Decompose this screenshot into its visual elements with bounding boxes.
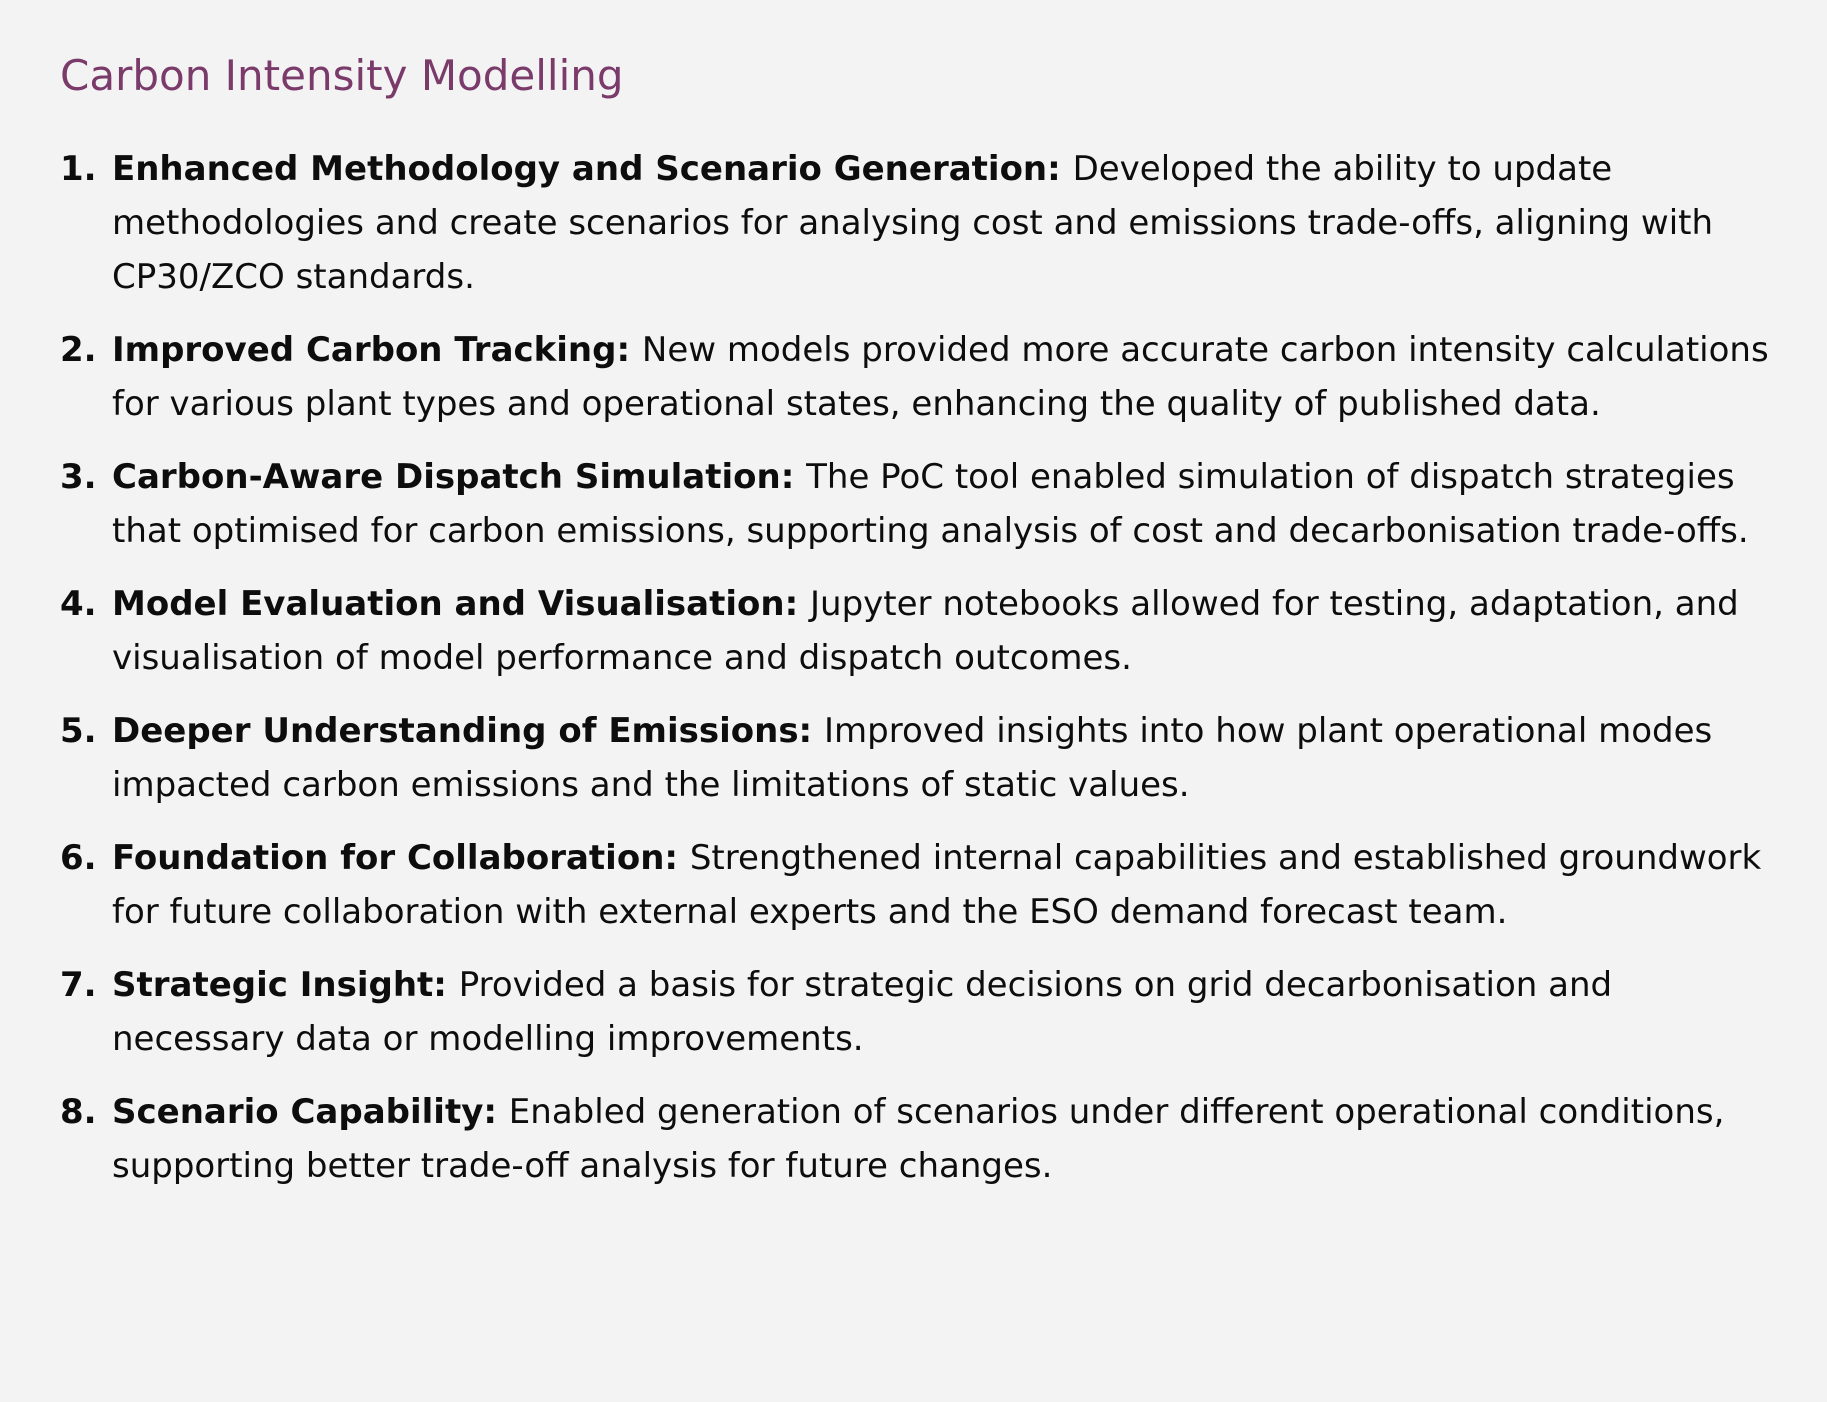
item-heading: Scenario Capability: [112,1092,509,1132]
item-number: 7. [60,965,97,1005]
item-number: 8. [60,1092,97,1132]
list-item [60,323,1770,431]
item-number: 4. [60,584,97,624]
item-heading: Improved Carbon Tracking: [112,330,642,370]
item-heading: Deeper Understanding of Emissions: [112,711,824,751]
list-item [60,450,1770,558]
item-text: Jupyter notebooks allowed for testing, adaptation, and visualisation of model performance and dispatch outcomes. [112,584,1739,678]
item-text: Enabled generation of scenarios under different operational conditions, supporting better trade-off analysis for future changes. [112,1092,1725,1186]
item-number: 2. [60,330,97,370]
item-number: 5. [60,711,97,751]
item-heading: Strategic Insight: [112,965,459,1005]
list-item [60,831,1770,939]
item-text: Provided a basis for strategic decisions on grid decarbonisation and necessary data or modelling improvements. [112,965,1613,1059]
list-item [60,704,1770,812]
item-number: 6. [60,838,97,878]
item-text: The PoC tool enabled simulation of dispatch strategies that optimised for carbon emissions, supporting analysis of cost and decarbonisation trade-offs. [112,457,1749,551]
item-text: Improved insights into how plant operational modes impacted carbon emissions and the limitations of static values. [112,711,1713,805]
item-text: Developed the ability to update methodologies and create scenarios for analysing cost and emissions trade-offs, aligning with CP30/ZCO standards. [112,149,1714,297]
item-text: New models provided more accurate carbon intensity calculations for various plant types and operational states, enhancing the quality of published data. [112,330,1769,424]
list-item [60,142,1770,304]
item-heading: Enhanced Methodology and Scenario Generation: [112,149,1073,189]
item-heading: Model Evaluation and Visualisation: [112,584,810,624]
page-title: Carbon Intensity Modelling [60,51,624,100]
list-item [60,577,1770,685]
list-item [60,1085,1770,1193]
outcomes-list [60,142,1767,1193]
item-number: 3. [60,457,97,497]
item-heading: Foundation for Collaboration: [112,838,690,878]
list-item [60,958,1770,1066]
item-text: Strengthened internal capabilities and established groundwork for future collaboration with external experts and the ESO demand forecast team. [112,838,1762,932]
item-heading: Carbon-Aware Dispatch Simulation: [112,457,807,497]
item-number: 1. [60,149,97,189]
